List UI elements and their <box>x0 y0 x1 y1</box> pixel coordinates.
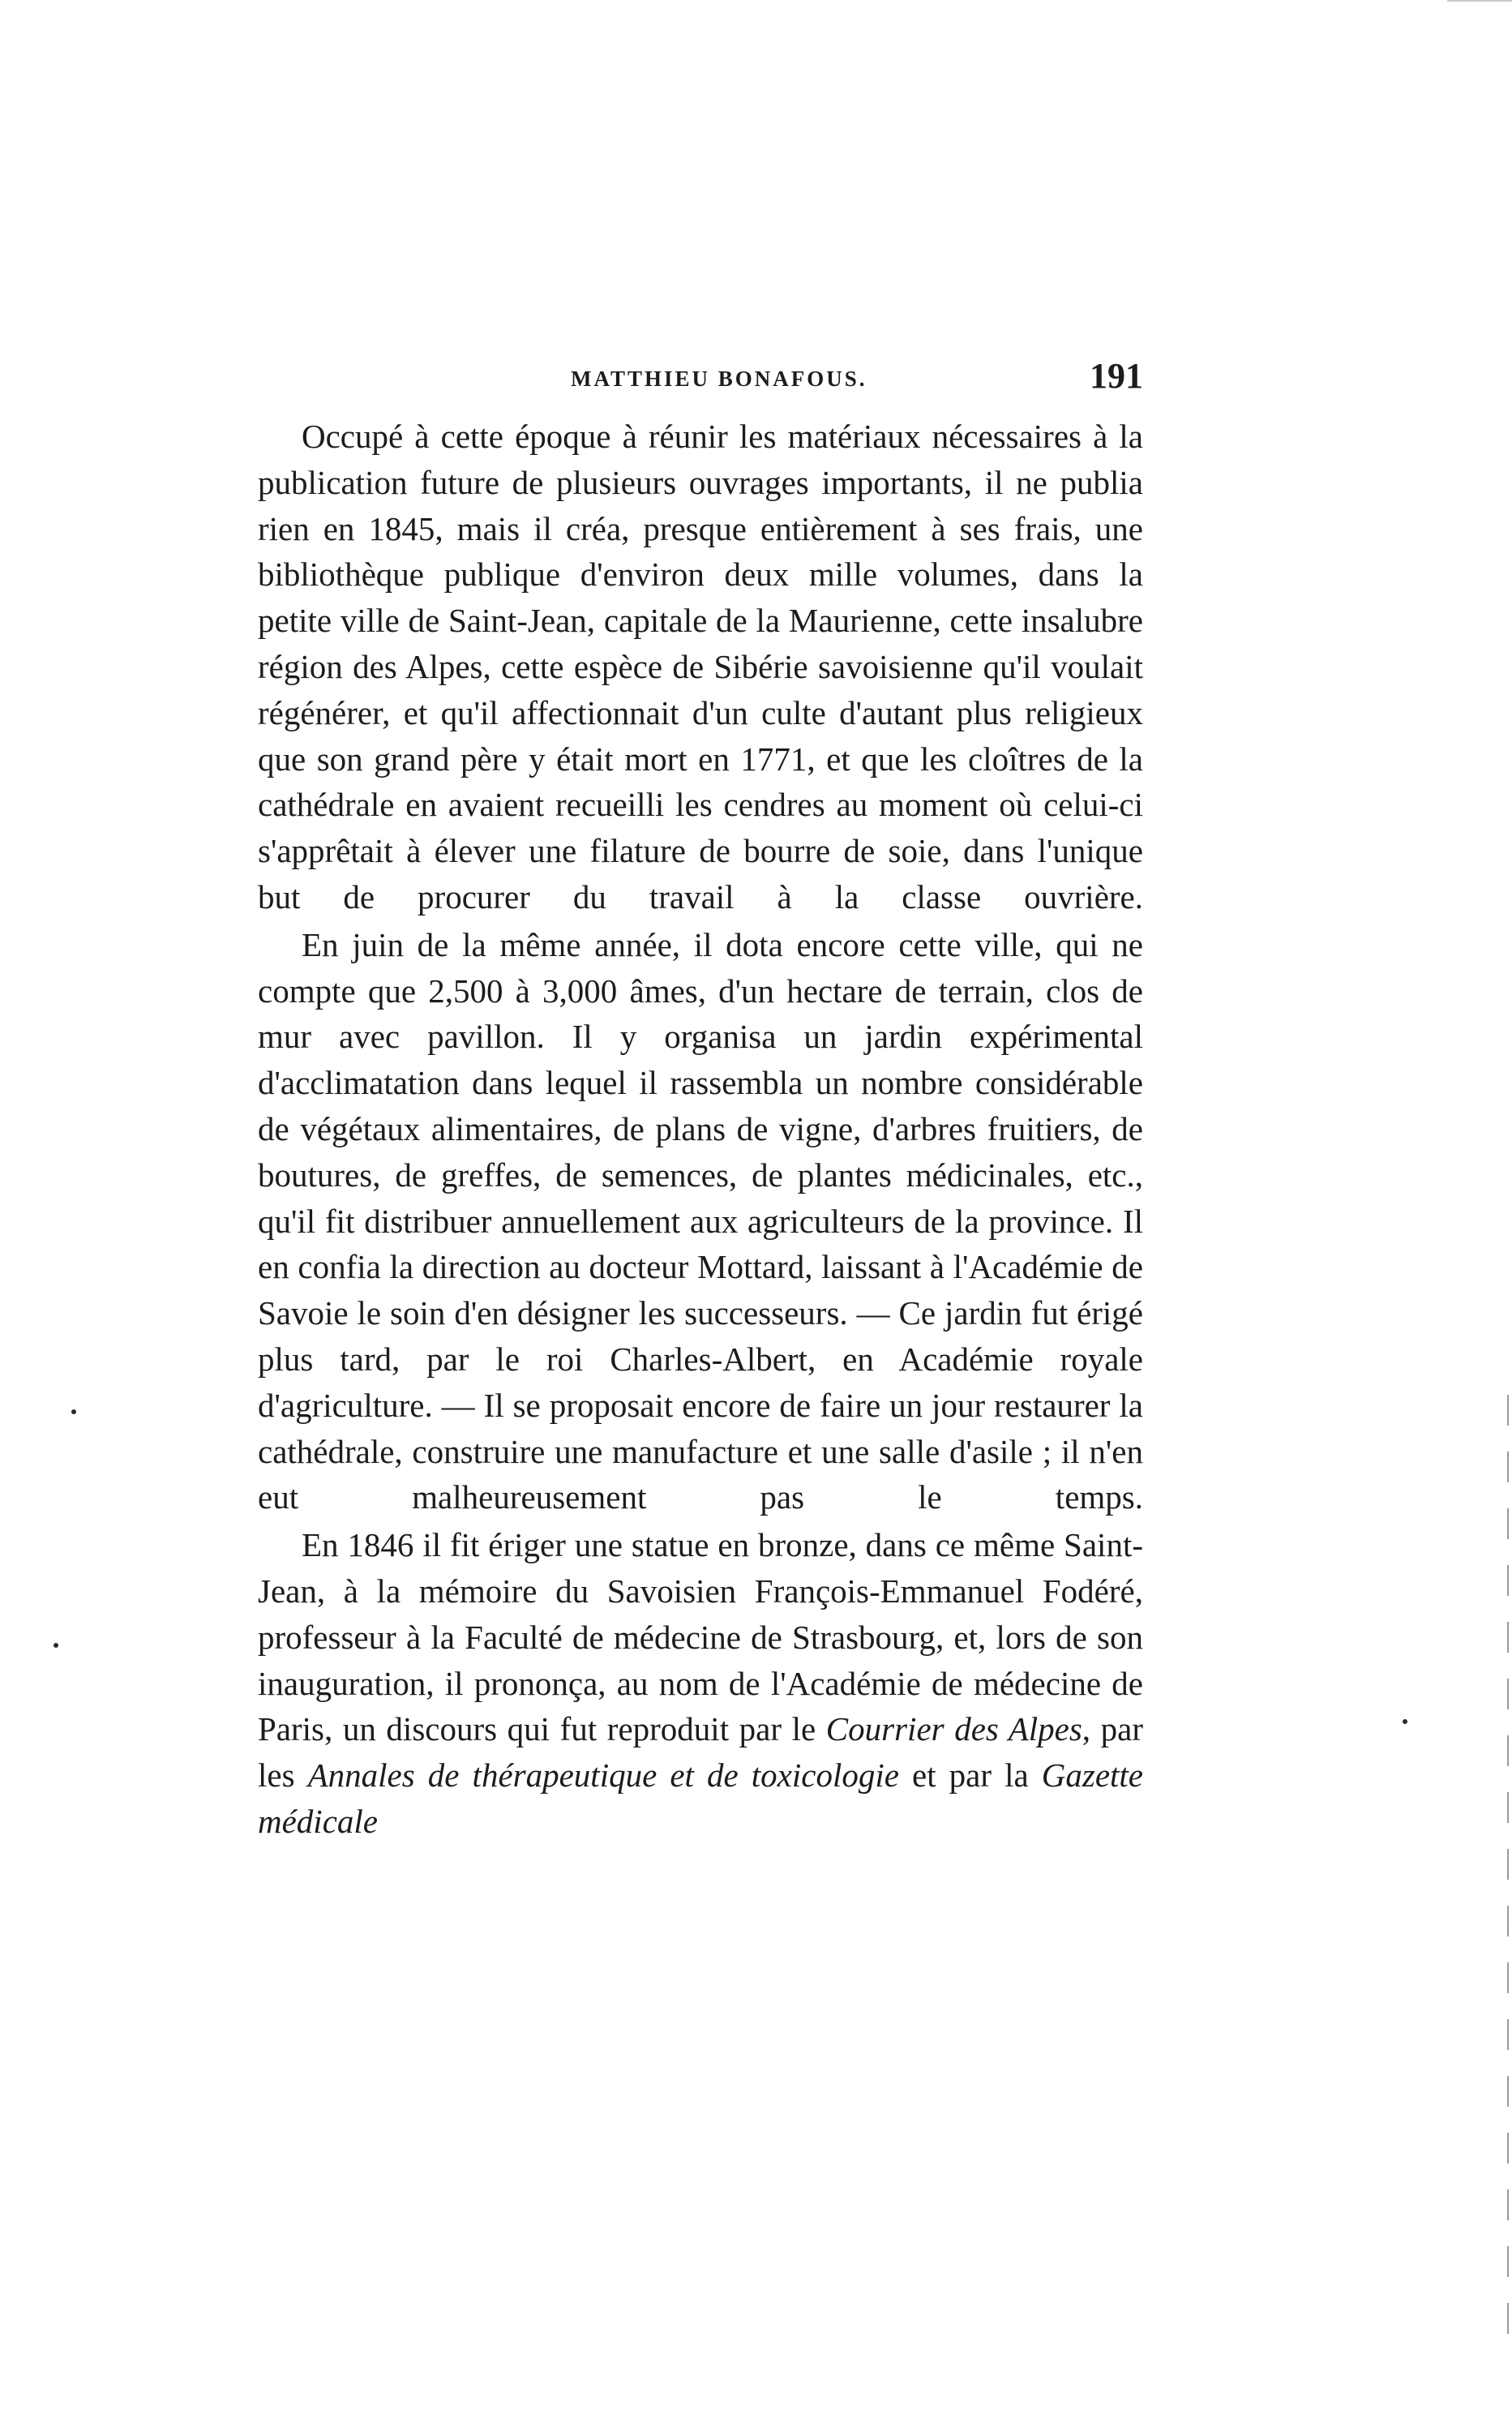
paragraph-3-text: En 1846 il fit ériger une statue en bronze, dans ce même Saint-Jean, à la mémoire du Savoisien François-Emmanuel Fodéré, professeur à la Faculté de médecine de Strasbourg, et, lors de son inauguration, il prononça, au nom de l'Académie de médecine de Paris, un discours qui fut reproduit par le <box>258 1526 1143 1748</box>
body-text <box>258 414 1143 1846</box>
paragraph-1 <box>258 414 1143 920</box>
scan-speck <box>71 1409 76 1414</box>
paragraph-3-text-3: et par la <box>898 1756 1042 1795</box>
paragraph-2 <box>258 922 1143 1520</box>
page-header <box>258 355 1143 404</box>
running-head: MATTHIEU BONAFOUS. <box>571 367 867 391</box>
paragraph-3 <box>258 1522 1143 1845</box>
paragraph-1-text: Occupé à cette époque à réunir les matériaux nécessaires à la publication future de plusieurs ouvrages importants, il ne publia rien en 1845, mais il créa, presque entièrement à ses frais, une bibliothèque publique d'environ deux mille volumes, dans la petite ville de Saint-Jean, capitale de la Maurienne, cette insalubre région des Alpes, cette espèce de Sibérie savoisienne qu'il voulait régénérer, et qu'il affectionnait d'un culte d'autant plus religieux que son grand père y était mort en 1771, et que les cloîtres de la cathédrale en avaient recueilli les cendres au moment où celui-ci s'apprêtait à élever une filature de bourre de soie, dans l'unique but de procurer du travail à la classe ouvrière. <box>258 418 1143 916</box>
page-number: 191 <box>1090 356 1143 396</box>
scan-edge-mark <box>1447 0 1512 2</box>
journal-title-gazette: Gazette médicale <box>258 1756 1144 1840</box>
paragraph-3-text-2: , par les <box>258 1710 1143 1795</box>
binding-edge-marks <box>1507 1395 1509 2335</box>
paragraph-2-text: En juin de la même année, il dota encore cette ville, qui ne compte que 2,500 à 3,000 âmes, d'un hectare de terrain, clos de mur avec pavillon. Il y organisa un jardin expérimental d'acclimatation dans lequel il rassembla un nombre considérable de végétaux alimentaires, de plans de vigne, d'arbres fruitiers, de boutures, de greffes, de semences, de plantes médicinales, etc., qu'il fit distribuer annuellement aux agriculteurs de la province. Il en confia la direction au docteur Mottard, laissant à l'Académie de Savoie le soin d'en désigner les successeurs. — Ce jardin fut érigé plus tard, par le roi Charles-Albert, en Académie royale d'agriculture. — Il se proposait encore de faire un jour restaurer la cathédrale, construire une manufacture et une salle d'asile ; il n'en eut malheureusement pas le temps. <box>258 925 1143 1516</box>
scan-speck <box>54 1643 58 1648</box>
journal-title-annales: Annales de thérapeutique et de toxicologie <box>307 1756 899 1795</box>
journal-title-courrier: Courrier des Alpes <box>825 1710 1082 1748</box>
scan-speck <box>1403 1719 1407 1724</box>
